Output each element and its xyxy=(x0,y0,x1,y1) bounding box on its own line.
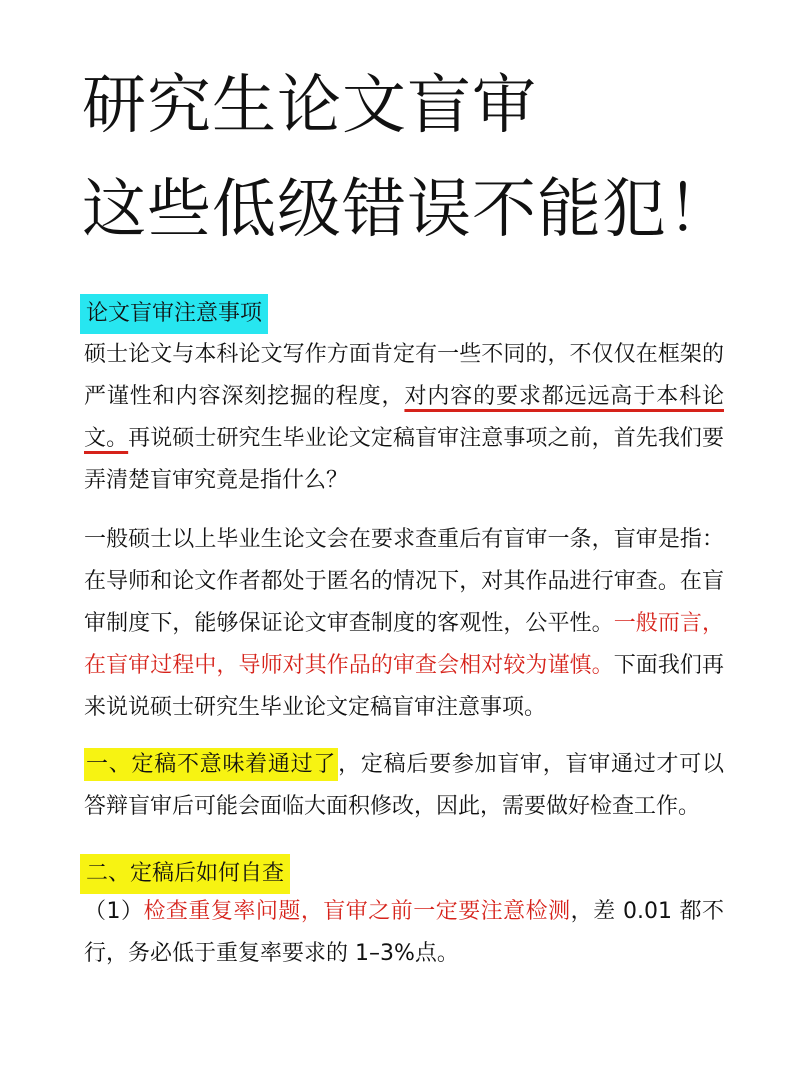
point-one-text: ，定稿后要参加盲审，盲审通过才可以答辩盲审后可能会面临大面积修改，因此，需要做好检查工作。 xyxy=(84,752,724,819)
definition-text-continued: 下面我们再来说说硕士研究生毕业论文定稿盲审注意事项。 xyxy=(84,653,724,720)
section-heading-self-check: 二、定稿后如何自查 xyxy=(80,854,290,894)
point-one-highlight: 一、定稿不意味着通过了 xyxy=(84,748,338,781)
check-item-text: ，差 0.01 都不行，务必低于重复率要求的 1–3%点。 xyxy=(84,899,724,966)
check-item-red-text: 检查重复率问题，盲审之前一定要注意检测 xyxy=(143,899,571,924)
title-line-2: 这些低级错误不能犯！ xyxy=(82,173,732,247)
definition-text: 一般硕士以上毕业生论文会在要求查重后有盲审一条，盲审是指：在导师和论文作者都处于匿名的情况下，对其作品进行审查。在盲审制度下，能够保证论文审查制度的客观性，公平性。 xyxy=(84,527,724,636)
intro-paragraph xyxy=(84,334,724,502)
red-emphasis: 一般而言，在盲审过程中，导师对其作品的审查会相对较为谨慎。 xyxy=(84,611,724,678)
check-item-1 xyxy=(84,891,724,975)
point-one-paragraph xyxy=(84,744,724,828)
definition-paragraph xyxy=(84,519,724,729)
title-line-1: 研究生论文盲审 xyxy=(82,69,537,143)
intro-text: 硕士论文与本科论文写作方面肯定有一些不同的，不仅仅在框架的严谨性和内容深刻挖掘的程度， xyxy=(84,342,724,409)
check-item-prefix: （1） xyxy=(84,899,144,924)
underlined-emphasis: 对内容的要求都远远高于本科论文。 xyxy=(84,384,724,451)
section-heading-blind-review-notes: 论文盲审注意事项 xyxy=(80,294,268,334)
intro-text-continued: 再说硕士研究生毕业论文定稿盲审注意事项之前，首先我们要弄清楚盲审究竟是指什么？ xyxy=(84,426,724,493)
